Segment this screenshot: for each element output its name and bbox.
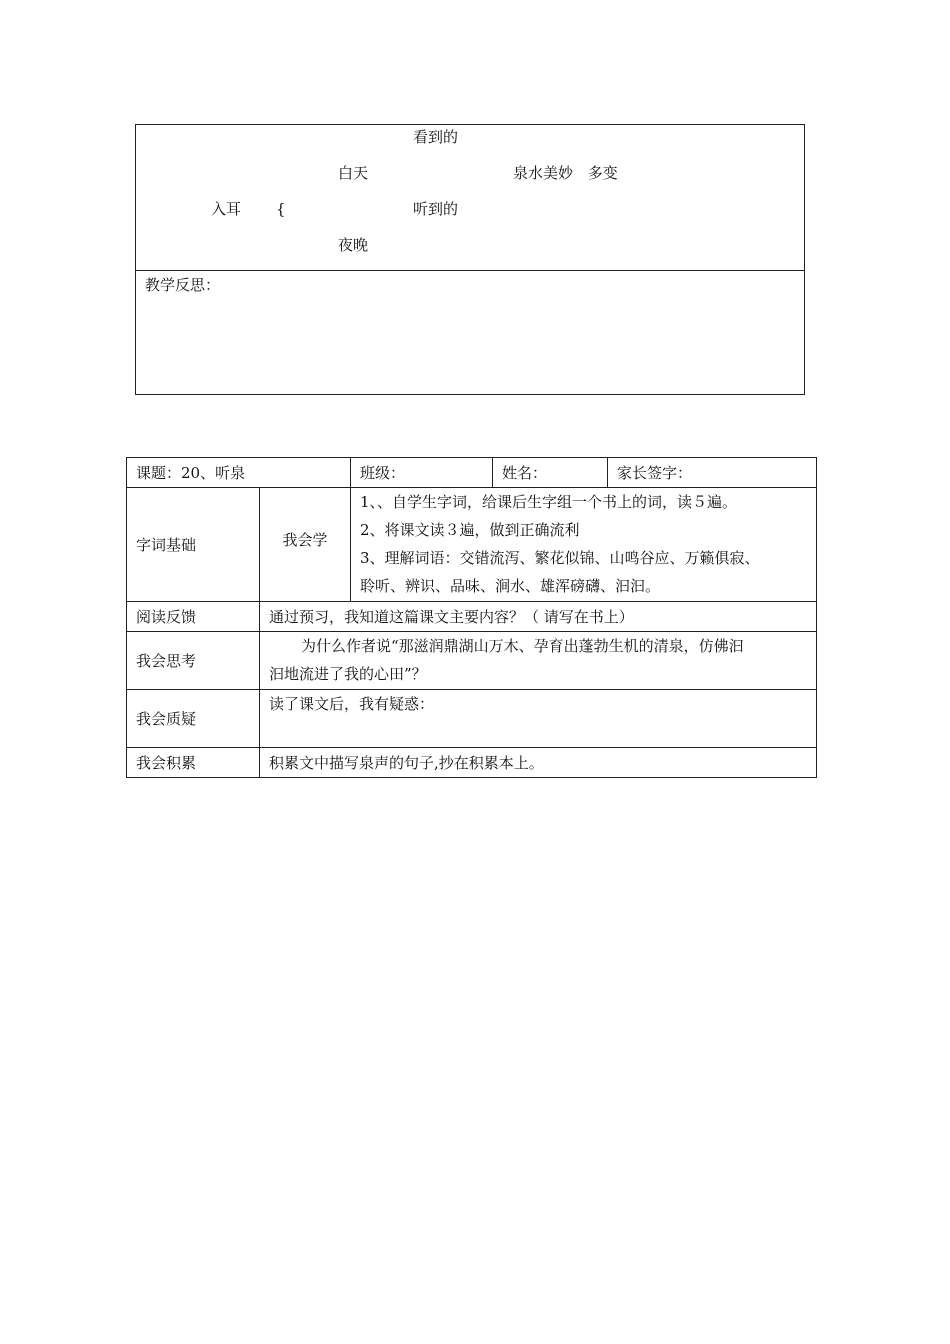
diagram-brace: { <box>276 200 286 218</box>
thinking-line-1: 为什么作者说“那滋润鼎湖山万木、孕育出蓬勃生机的清泉，仿佛汩 <box>301 637 744 655</box>
accumulate-text: 积累文中描写泉声的句子,抄在积累本上。 <box>260 748 817 778</box>
worksheet-table <box>126 457 817 778</box>
questioning-section-label: 我会质疑 <box>127 690 260 748</box>
accumulate-section-label: 我会积累 <box>127 748 260 778</box>
student-name-cell: 姓名： <box>493 458 608 488</box>
vocab-task-3-cont: 聆听、辨识、品味、涧水、雄浑磅礴、汩汩。 <box>360 577 661 595</box>
vocab-tasks <box>351 488 817 602</box>
reflection-box <box>135 270 805 395</box>
questioning-text: 读了课文后，我有疑惑： <box>260 690 817 748</box>
vocab-task-1: 1、、自学生字词，给课后生字组一个书上的词，读５遍。 <box>360 493 738 511</box>
reading-section-label: 阅读反馈 <box>127 602 260 632</box>
diagram-day-label: 白天 <box>338 164 369 182</box>
header-row <box>127 458 817 488</box>
thinking-text <box>260 632 817 690</box>
parent-signature-cell: 家长签字： <box>608 458 817 488</box>
thinking-section-label: 我会思考 <box>127 632 260 690</box>
accumulate-row <box>127 748 817 778</box>
class-cell: 班级： <box>351 458 493 488</box>
thinking-row <box>127 632 817 690</box>
vocab-row <box>127 488 817 602</box>
thinking-line-2: 汩地流进了我的心田”？ <box>269 665 427 683</box>
reflection-label: 教学反思： <box>145 276 221 294</box>
topic-cell: 课题：20、听泉 <box>127 458 351 488</box>
vocab-task-3: 3、理解词语：交错流泻、繁花似锦、山鸣谷应、万籁俱寂、 <box>360 549 760 567</box>
vocab-section-label: 字词基础 <box>127 488 260 602</box>
diagram-root-label: 入耳 <box>211 200 242 218</box>
diagram-night-label: 夜晚 <box>338 236 369 254</box>
vocab-subsection-label: 我会学 <box>260 488 351 602</box>
diagram-box <box>135 124 805 271</box>
vocab-task-2: 2、将课文读３遍，做到正确流利 <box>360 521 580 539</box>
diagram-heard-label: 听到的 <box>413 200 459 218</box>
diagram-seen-label: 看到的 <box>413 128 459 146</box>
questioning-row <box>127 690 817 748</box>
diagram-result-label: 泉水美妙 多变 <box>513 164 618 182</box>
reading-text: 通过预习，我知道这篇课文主要内容？（ 请写在书上） <box>260 602 817 632</box>
reading-row <box>127 602 817 632</box>
